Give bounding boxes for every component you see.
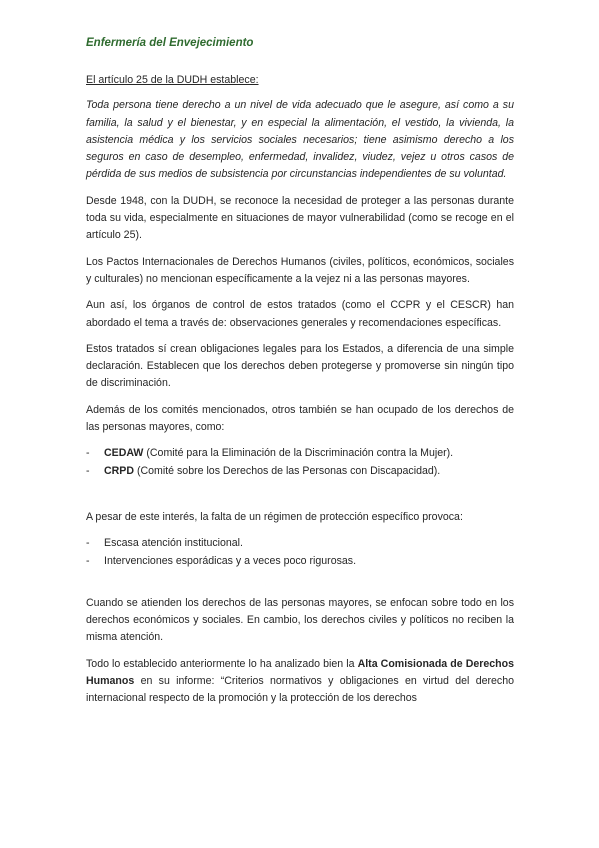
list-dash: - [86,447,90,460]
list-item [86,553,514,570]
running-header: Enfermería del Envejecimiento [86,37,254,49]
committee-description: (Comité para la Eliminación de la Discriminación contra la Mujer). [143,447,454,460]
committee-name: CRPD [104,464,135,477]
alta-comisionada-name: Alta Comisionada de Derechos Humanos [86,657,514,688]
paragraph-falta-regimen: A pesar de este interés, la falta de un régimen de protección específico provoca: [86,510,463,523]
consequences-list [86,535,514,570]
intro-heading: El artículo 25 de la DUDH establece: [86,74,259,86]
list-dash: - [86,554,90,567]
list-item [86,535,514,552]
paragraph-enfoque-derechos: Cuando se atienden los derechos de las personas mayores, se enfocan sobre todo en los derechos económicos y sociales. En cambio, los derechos civiles y políticos no reciben la misma atención. [86,596,514,644]
list-item [86,445,514,462]
paragraph-pactos: Los Pactos Internacionales de Derechos Humanos (civiles, políticos, económicos, sociales y culturales) no mencionan específicamente a la vejez ni a las personas mayores. [86,255,514,285]
paragraph-obligaciones: Estos tratados sí crean obligaciones legales para los Estados, a diferencia de una simple declaración. Establecen que los derechos deben protegerse y promoverse sin ningún tipo de discriminación. [86,342,514,390]
paragraph-alta-comisionada: Todo lo establecido anteriormente lo ha analizado bien la Alta Comisionada de Derechos Humanos en su informe: “Criterios normativos y obligaciones en virtud del derecho internacional respecto de la promoción y la protección de los derechos [86,657,514,705]
committee-name: CEDAW [104,447,144,460]
page-content [86,72,514,717]
paragraph-dudh-1948: Desde 1948, con la DUDH, se reconoce la necesidad de proteger a las personas durante toda su vida, especialmente en situaciones de mayor vulnerabilidad (como se recoge en el artículo 25). [86,194,514,242]
committee-description: (Comité sobre los Derechos de las Personas con Discapacidad). [134,464,441,477]
list-item-text: Escasa atención institucional. [104,537,243,550]
list-item-text: Intervenciones esporádicas y a veces poco rigurosas. [104,554,357,567]
article-25-quote: Toda persona tiene derecho a un nivel de vida adecuado que le asegure, así como a su familia, la salud y el bienestar, y en especial la alimentación, el vestido, la vivienda, la asistencia médica y los servicios sociales necesarios; tiene asimismo derecho a los seguros en caso de desempleo, enfermedad, invalidez, viudez, vejez u otros casos de pérdida de sus medios de subsistencia por circunstancias independientes de su voluntad. [86,99,514,181]
paragraph-organos-control: Aun así, los órganos de control de estos tratados (como el CCPR y el CESCR) han abordado el tema a través de: observaciones generales y recomendaciones específicas. [86,299,514,329]
list-dash: - [86,464,90,477]
list-item [86,463,514,480]
paragraph-otros-comites: Además de los comités mencionados, otros también se han ocupado de los derechos de las personas mayores, como: [86,403,514,434]
list-dash: - [86,537,90,550]
committees-list [86,445,514,480]
